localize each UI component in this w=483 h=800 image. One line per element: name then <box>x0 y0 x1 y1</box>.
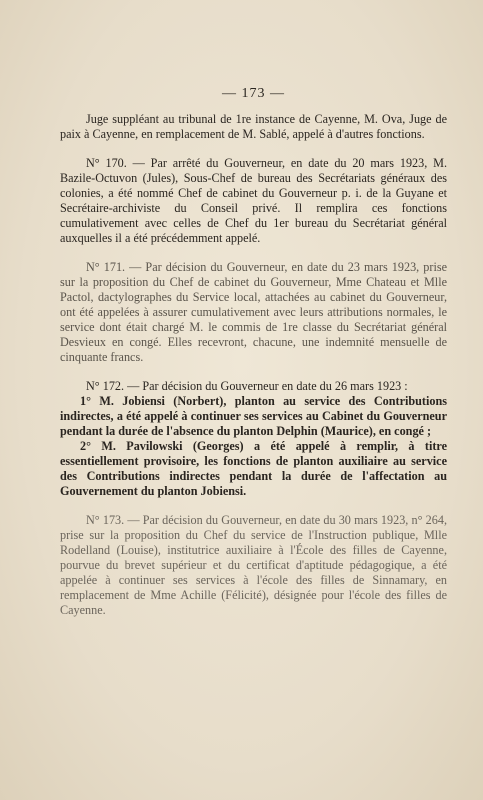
decree-170: N° 170. — Par arrêté du Gouverneur, en date du 20 mars 1923, M. Bazile-Octuvon (Jules), Sous-Chef de bureau des Secrétariats généraux des colonies, a été nommé Chef de cabinet du Gouverneur p. i. de la Guyane et Secrétaire-archiviste du Conseil privé. Il remplira ces fonctions cumulativement avec celles de Chef du 1er bureau du Secrétariat général auxquelles il a été précédemment appelé. <box>60 156 447 245</box>
decree-172-heading: N° 172. — Par décision du Gouverneur en date du 26 mars 1923 : <box>86 379 408 393</box>
decree-172-item-1: 1° M. Jobiensi (Norbert), planton au service des Contributions indirectes, a été appelé à continuer ses services au Cabinet du Gouverneur pendant la durée de l'absence du planton Delphin (Maurice), en congé ; <box>60 394 447 438</box>
decree-172-item-2: 2° M. Pavilowski (Georges) a été appelé à remplir, à titre essentiellement provisoire, les fonctions de planton auxiliaire au service des Contributions indirectes pendant la durée de l'affectation au Gouvernement du planton Jobiensi. <box>60 439 447 498</box>
decree-173: N° 173. — Par décision du Gouverneur, en date du 30 mars 1923, n° 264, prise sur la proposition du Chef du service de l'Instruction publique, Mlle Rodelland (Louise), institutrice auxiliaire à l'École des filles de Cayenne, pourvue du brevet supérieur et du certificat d'aptitude pédagogique, a été appelée à continuer ses services à l'école des filles de Sinnamary, en remplacement de Mme Achille (Félicité), désignée pour l'école des filles de Cayenne. <box>60 513 447 617</box>
intro-paragraph: Juge suppléant au tribunal de 1re instance de Cayenne, M. Ova, Juge de paix à Cayenne, en remplacement de M. Sablé, appelé à d'autres fonctions. <box>60 112 447 141</box>
page-number: — 173 — <box>222 86 285 101</box>
decree-171: N° 171. — Par décision du Gouverneur, en date du 23 mars 1923, prise sur la proposition du Chef de cabinet du Gouverneur, Mme Chateau et Mlle Pactol, dactylographes du Service local, attachées au cabinet du Gouverneur, ont été appelées à assurer cumulativement avec leurs attributions normales, le service dont était chargé M. le commis de 1re classe du Secrétariat général Desvieux en congé. Elles recevront, chacune, une indemnité mensuelle de cinquante francs. <box>60 260 447 364</box>
